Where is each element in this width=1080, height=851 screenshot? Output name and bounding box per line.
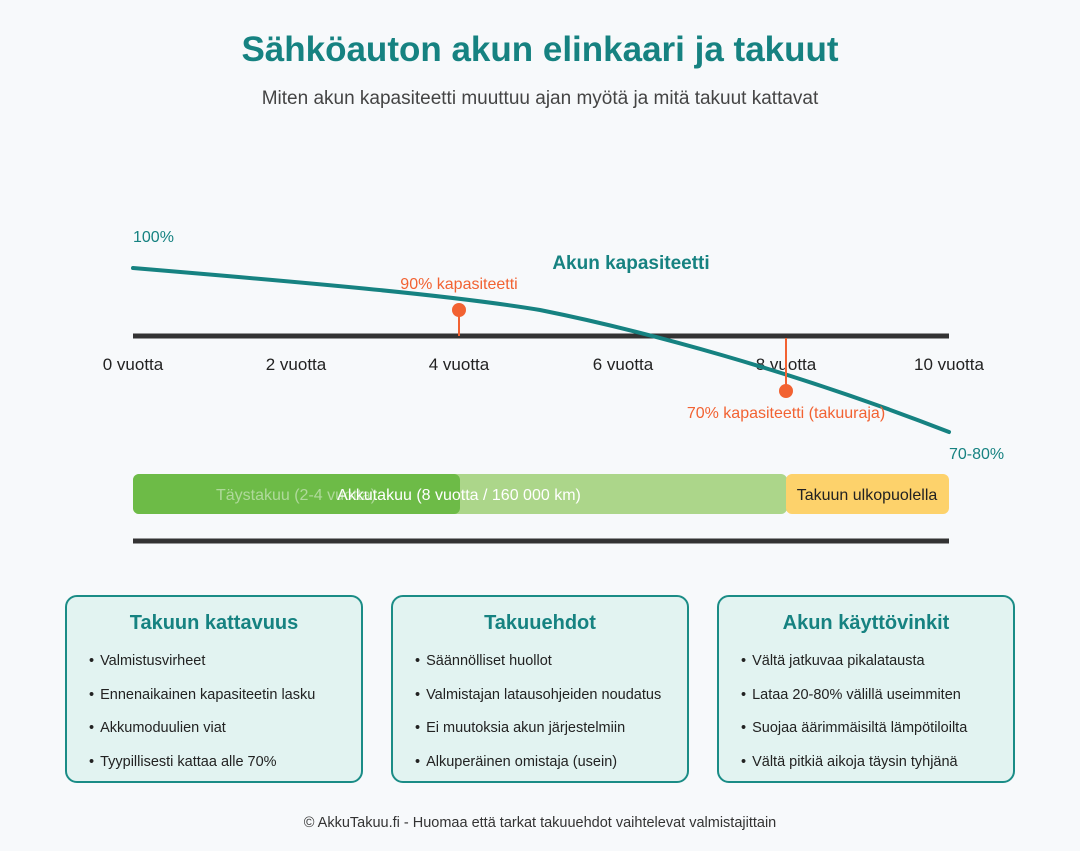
- list-item: • Lataa 20-80% välillä useimmiten: [741, 686, 1005, 720]
- list-item: • Alkuperäinen omistaja (usein): [415, 753, 679, 787]
- list-item: • Säännölliset huollot: [415, 652, 679, 686]
- tick-label-2: 2 vuotta: [265, 355, 327, 374]
- marker-4y-dot: [452, 303, 466, 317]
- card-list: [741, 652, 1005, 786]
- list-item: • Ennenaikainen kapasiteetin lasku: [89, 686, 353, 720]
- card-title: Akun käyttövinkit: [782, 612, 950, 634]
- card-title: Takuun kattavuus: [129, 612, 299, 634]
- capacity-end-label: 70-80%: [949, 446, 1005, 463]
- tick-label-8: 8 vuotta: [755, 355, 817, 374]
- tick-label-6: 6 vuotta: [592, 355, 654, 374]
- battery-warranty-label: Akkutakuu (8 vuotta / 160 000 km): [337, 487, 581, 504]
- tick-label-0: 0 vuotta: [102, 355, 164, 374]
- card-list: [415, 652, 679, 786]
- card-title: Takuuehdot: [484, 612, 596, 634]
- tick-label-10: 10 vuotta: [914, 355, 984, 374]
- card-list: [89, 652, 353, 786]
- out-of-warranty-label: Takuun ulkopuolella: [796, 487, 938, 504]
- marker-8y-dot: [779, 384, 793, 398]
- capacity-curve-label: Akun kapasiteetti: [552, 253, 710, 274]
- marker-8y-label: 70% kapasiteetti (takuuraja): [686, 405, 886, 422]
- list-item: • Suojaa äärimmäisiltä lämpötiloilta: [741, 719, 1005, 753]
- page-title: Sähköauton akun elinkaari ja takuut: [241, 30, 839, 69]
- card-warranty-terms: [391, 595, 689, 783]
- card-warranty-coverage: [65, 595, 363, 783]
- list-item: • Valmistusvirheet: [89, 652, 353, 686]
- tick-label-4: 4 vuotta: [428, 355, 490, 374]
- list-item: • Valmistajan latausohjeiden noudatus: [415, 686, 679, 720]
- list-item: • Ei muutoksia akun järjestelmiin: [415, 719, 679, 753]
- page-subtitle: Miten akun kapasiteetti muuttuu ajan myötä ja mitä takuut kattavat: [261, 88, 819, 109]
- full-warranty-label: Täystakuu (2-4 vuotta): [215, 487, 377, 504]
- marker-4y-label: 90% kapasiteetti: [400, 276, 518, 293]
- list-item: • Tyypillisesti kattaa alle 70%: [89, 753, 353, 787]
- capacity-start-label: 100%: [133, 229, 174, 246]
- list-item: • Akkumoduulien viat: [89, 719, 353, 753]
- list-item: • Vältä pitkiä aikoja täysin tyhjänä: [741, 753, 1005, 787]
- list-item: • Vältä jatkuvaa pikalatausta: [741, 652, 1005, 686]
- footer-note: © AkkuTakuu.fi - Huomaa että tarkat takuuehdot vaihtelevat valmistajittain: [303, 815, 777, 831]
- card-battery-tips: [717, 595, 1015, 783]
